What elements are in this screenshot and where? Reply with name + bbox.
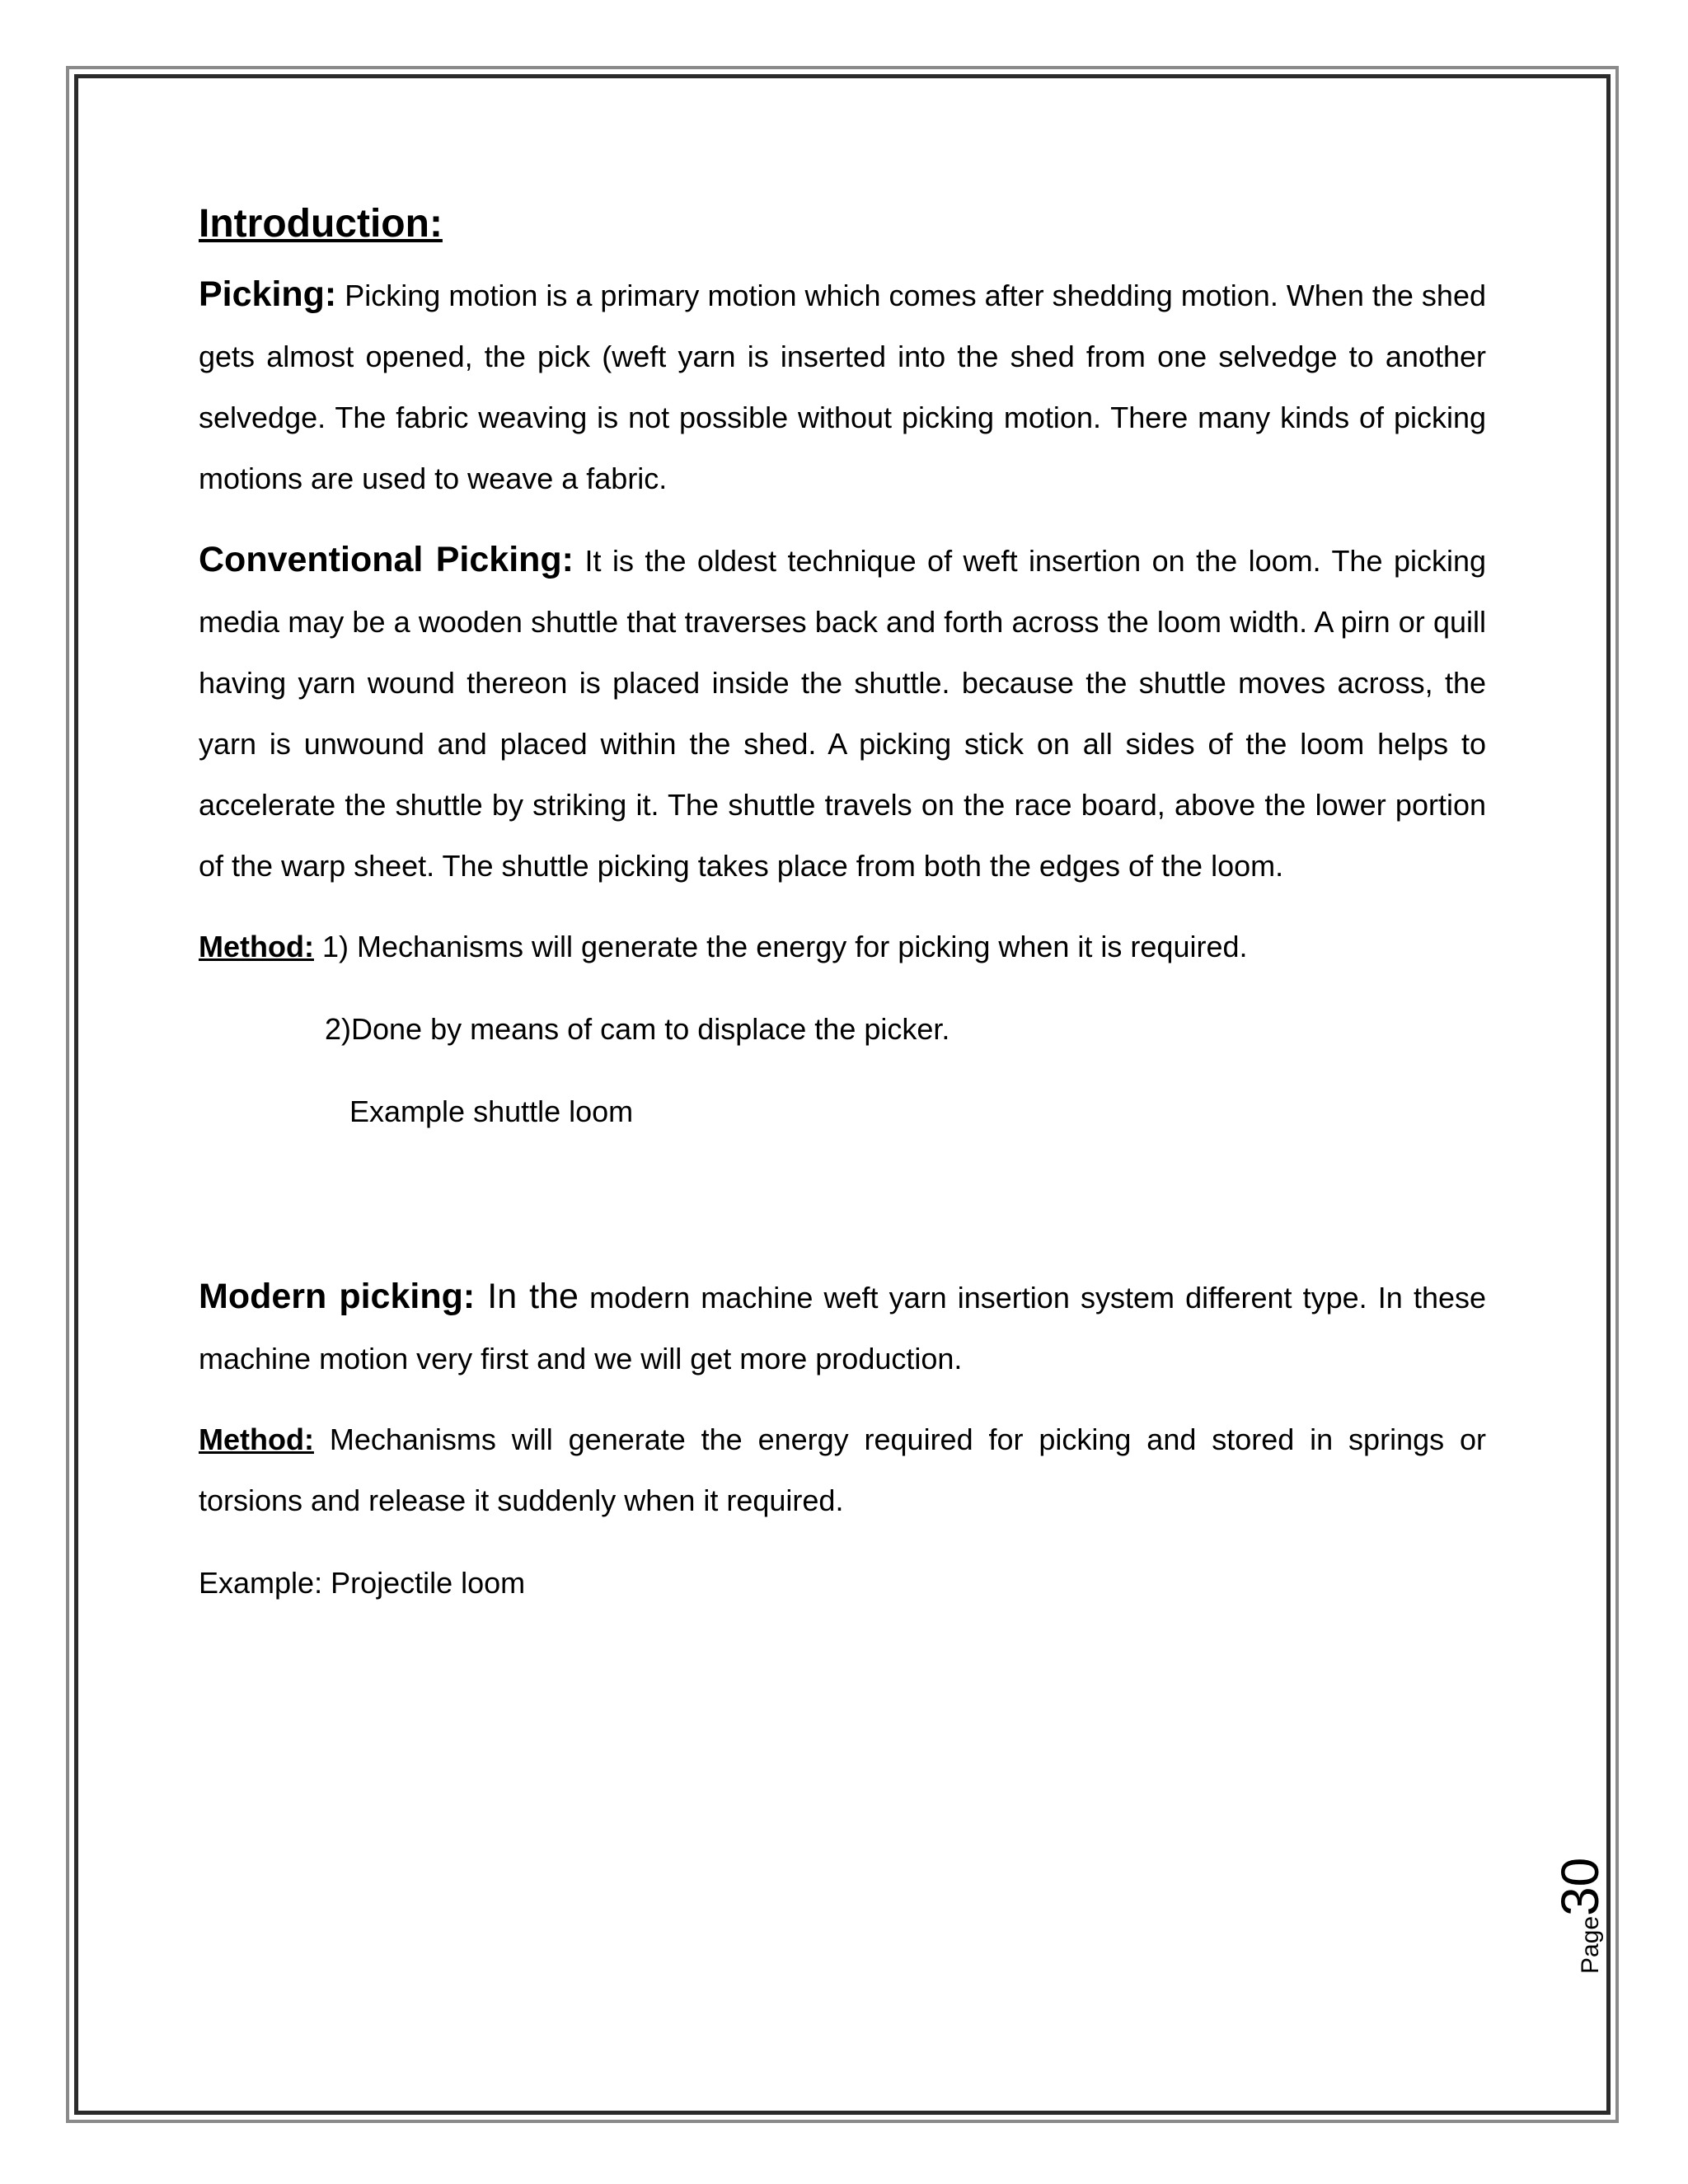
modern-example: Example: Projectile loom [199, 1566, 526, 1600]
page-number-value: 30 [1550, 1857, 1610, 1916]
conventional-method-label: Method: [199, 930, 314, 963]
picking-text: Picking motion is a primary motion which comes after shedding motion. When the shed gets almost opened, the pick (weft yarn is inserted into the shed from one selvedge to another selvedge. The fabric weaving is not possible without picking motion. There many kinds of picking motions are used to weave a fabric. [199, 279, 1486, 495]
picking-term: Picking: [199, 274, 337, 314]
modern-picking-term: Modern picking: [199, 1277, 476, 1316]
conventional-picking-paragraph [199, 529, 1486, 897]
conventional-picking-term: Conventional Picking: [199, 540, 574, 579]
page-label: Page [1577, 1915, 1604, 1974]
modern-picking-text: modern machine weft yarn insertion system different type. In these machine motion very first and we will get more production. [199, 1281, 1487, 1376]
modern-picking-paragraph [199, 1266, 1486, 1390]
modern-method-line [199, 1409, 1486, 1531]
modern-method-text: Mechanisms will generate the energy required for picking and stored in springs or torsions and release it suddenly when it required. [199, 1422, 1486, 1517]
conventional-method-item-1: 1) Mechanisms will generate the energy for picking when it is required. [313, 930, 1248, 963]
page-number [1550, 1858, 1611, 1974]
conventional-method-item-2: 2)Done by means of cam to displace the picker. [325, 1012, 950, 1046]
conventional-picking-text: It is the oldest technique of weft insertion on the loom. The picking media may be a wooden shuttle that traverses back and forth across the loom width. A pirn or quill having yarn wound thereon is placed inside the shuttle. because the shuttle moves across, the yarn is unwound and placed within the shed. A picking stick on all sides of the loom helps to accelerate the shuttle by striking it. The shuttle travels on the race board, above the lower portion of the warp sheet. The shuttle picking takes place from both the edges of the loom. [199, 544, 1486, 883]
conventional-example: Example shuttle loom [349, 1094, 634, 1128]
document-body [199, 198, 1486, 1614]
modern-picking-intro: In the [475, 1277, 579, 1316]
section-heading: Introduction: [199, 202, 443, 246]
modern-method-label: Method: [199, 1422, 314, 1456]
conventional-method-line [199, 916, 1486, 977]
section-spacer [199, 1142, 1486, 1266]
picking-paragraph [199, 264, 1486, 509]
